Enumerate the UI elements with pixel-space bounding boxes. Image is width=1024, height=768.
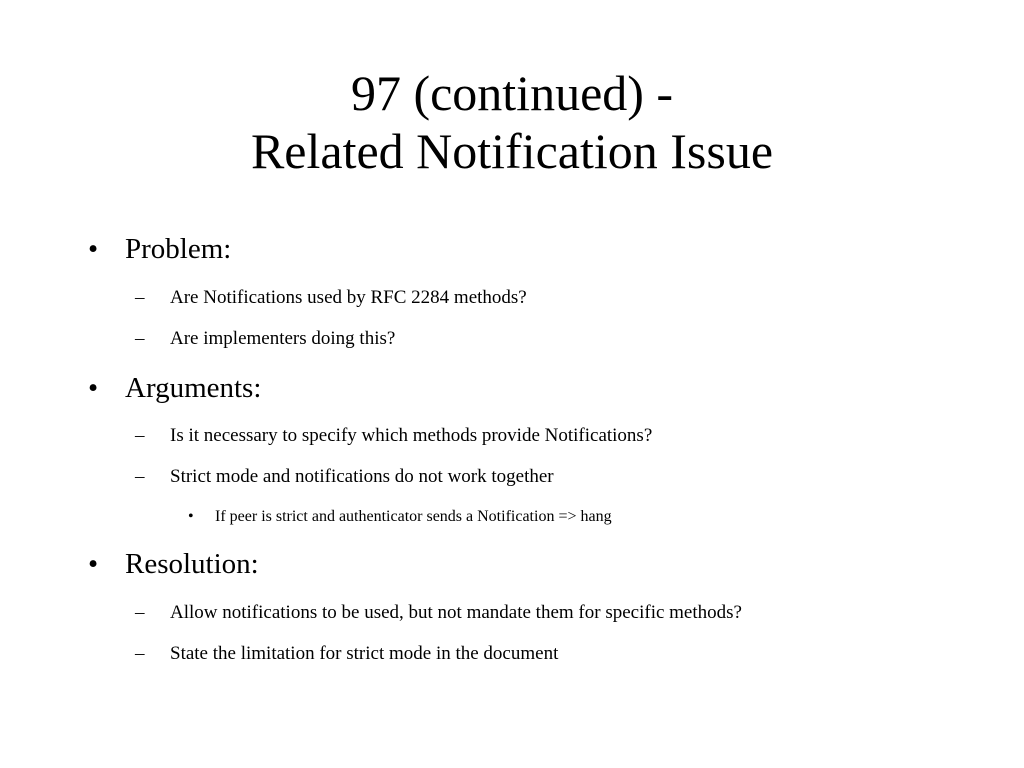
bullet-marker: • (88, 548, 99, 580)
sub-sub-bullet (188, 507, 612, 527)
sub-bullet-text: State the limitation for strict mode in the document (170, 643, 559, 664)
dash-marker: – (135, 328, 145, 349)
bullet-heading: Arguments: (125, 372, 262, 404)
bullet-heading: Problem: (125, 233, 232, 265)
dash-marker: – (135, 287, 145, 308)
bullet-arguments (88, 371, 261, 405)
sub-bullet (135, 286, 527, 310)
sub-bullet (135, 465, 554, 489)
sub-bullet (135, 424, 652, 448)
sub-bullet-text: Are Notifications used by RFC 2284 methods? (170, 287, 527, 308)
sub-bullet (135, 327, 395, 351)
sub-bullet (135, 642, 558, 666)
sub-bullet-text: Is it necessary to specify which methods provide Notifications? (170, 425, 653, 446)
dash-marker: – (135, 425, 145, 446)
bullet-marker: • (88, 233, 99, 265)
dash-marker: – (135, 602, 145, 623)
bullet-heading: Resolution: (125, 548, 259, 580)
bullet-marker: • (88, 372, 99, 404)
bullet-problem (88, 232, 231, 266)
title-line-2: Related Notification Issue (250, 123, 774, 179)
sub-bullet-text: Allow notifications to be used, but not mandate them for specific methods? (170, 602, 742, 623)
sub-bullet (135, 601, 742, 625)
sub-bullet-text: Strict mode and notifications do not work together (170, 466, 554, 487)
sub-bullet-text: Are implementers doing this? (170, 328, 396, 349)
bullet-marker: • (188, 508, 194, 525)
dash-marker: – (135, 643, 145, 664)
sub-sub-bullet-text: If peer is strict and authenticator sends a Notification => hang (215, 508, 612, 525)
dash-marker: – (135, 466, 145, 487)
bullet-resolution (88, 547, 259, 581)
title-line-1: 97 (continued) - (350, 65, 674, 121)
